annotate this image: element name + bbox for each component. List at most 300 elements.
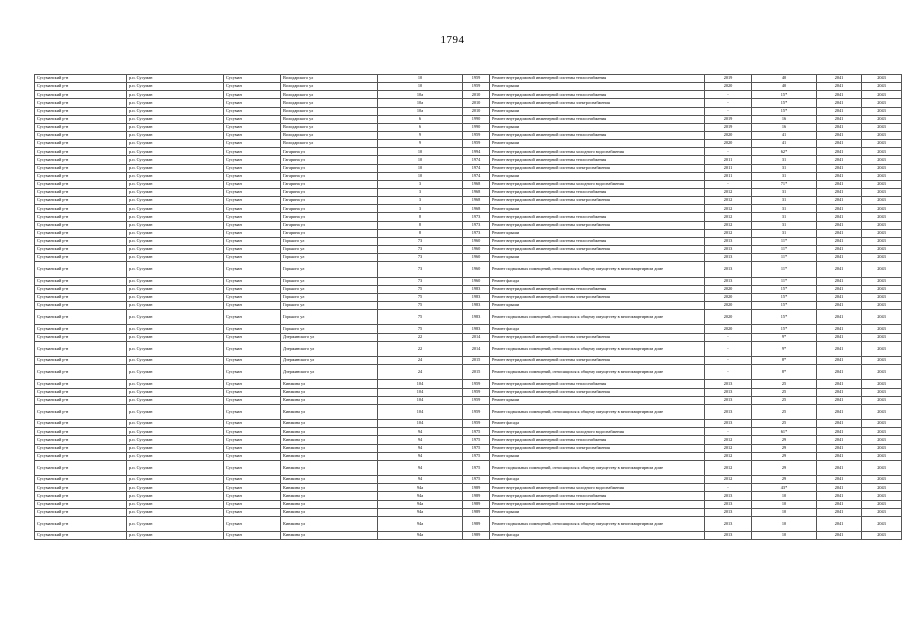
cell-municipality: Сусуман bbox=[224, 436, 281, 444]
cell-house: 9 bbox=[378, 140, 463, 148]
cell-house: 94 bbox=[378, 428, 463, 436]
cell-municipality: Сусуман bbox=[224, 180, 281, 188]
cell-house: 3 bbox=[378, 188, 463, 196]
cell-plan-end: 2043 bbox=[862, 277, 902, 285]
cell-plan-end: 2043 bbox=[862, 229, 902, 237]
cell-district: Сусуманский р-н bbox=[35, 156, 127, 164]
cell-work-type: Ремонт внутридомовой инженерной системы холодного водоснабжения bbox=[490, 180, 705, 188]
cell-year-built: 1989 bbox=[463, 484, 490, 492]
cell-work-type: Ремонт внутридомовой инженерной системы электроснабжения bbox=[490, 99, 705, 107]
cell-service-life: 31 bbox=[752, 205, 817, 213]
cell-house: 6 bbox=[378, 115, 463, 123]
cell-municipality: Сусуман bbox=[224, 532, 281, 540]
cell-plan-end: 2043 bbox=[862, 341, 902, 356]
table-row bbox=[35, 293, 902, 301]
cell-plan-start: 2041 bbox=[817, 213, 862, 221]
cell-district: Сусуманский р-н bbox=[35, 484, 127, 492]
cell-plan-start: 2041 bbox=[817, 164, 862, 172]
cell-street: Горького ул bbox=[281, 237, 378, 245]
cell-last-repair: 2013 bbox=[705, 262, 752, 277]
cell-plan-start: 2041 bbox=[817, 500, 862, 508]
cell-settlement: р.п. Сусуман bbox=[127, 436, 224, 444]
cell-house: 10 bbox=[378, 164, 463, 172]
cell-district: Сусуманский р-н bbox=[35, 140, 127, 148]
cell-plan-end: 2043 bbox=[862, 245, 902, 253]
cell-plan-end: 2043 bbox=[862, 436, 902, 444]
cell-settlement: р.п. Сусуман bbox=[127, 508, 224, 516]
cell-work-type: Ремонт внутридомовой инженерной системы электроснабжения bbox=[490, 164, 705, 172]
cell-work-type: Ремонт внутридомовой инженерной системы электроснабжения bbox=[490, 444, 705, 452]
cell-plan-end: 2043 bbox=[862, 205, 902, 213]
cell-settlement: р.п. Сусуман bbox=[127, 140, 224, 148]
cell-year-built: 1989 bbox=[463, 492, 490, 500]
cell-street: Кинжина ул bbox=[281, 396, 378, 404]
cell-street: Гагарина ул bbox=[281, 229, 378, 237]
cell-work-type: Ремонт крыши bbox=[490, 205, 705, 213]
cell-plan-start: 2041 bbox=[817, 245, 862, 253]
cell-plan-start: 2041 bbox=[817, 444, 862, 452]
cell-plan-start: 2041 bbox=[817, 188, 862, 196]
cell-street: Горького ул bbox=[281, 301, 378, 309]
cell-plan-end: 2043 bbox=[862, 107, 902, 115]
cell-work-type: Ремонт внутридомовой инженерной системы теплоснабжения bbox=[490, 436, 705, 444]
cell-plan-end: 2043 bbox=[862, 310, 902, 325]
cell-plan-start: 2041 bbox=[817, 380, 862, 388]
cell-municipality: Сусуман bbox=[224, 148, 281, 156]
cell-street: Гагарина ул bbox=[281, 197, 378, 205]
cell-year-built: 1990 bbox=[463, 123, 490, 131]
cell-street: Володарского ул bbox=[281, 131, 378, 139]
cell-house: 10а bbox=[378, 99, 463, 107]
cell-plan-end: 2043 bbox=[862, 325, 902, 333]
table-row bbox=[35, 213, 902, 221]
cell-last-repair: 2013 bbox=[705, 516, 752, 531]
cell-plan-start: 2041 bbox=[817, 516, 862, 531]
cell-settlement: р.п. Сусуман bbox=[127, 444, 224, 452]
cell-plan-start: 2041 bbox=[817, 262, 862, 277]
cell-street: Кинжина ул bbox=[281, 532, 378, 540]
cell-year-built: 1975 bbox=[463, 428, 490, 436]
cell-last-repair: - bbox=[705, 428, 752, 436]
cell-district: Сусуманский р-н bbox=[35, 245, 127, 253]
cell-work-type: Ремонт внутридомовой инженерной системы теплоснабжения bbox=[490, 156, 705, 164]
cell-house: 75 bbox=[378, 293, 463, 301]
cell-work-type: Ремонт внутридомовой инженерной системы теплоснабжения bbox=[490, 237, 705, 245]
cell-last-repair: 2013 bbox=[705, 380, 752, 388]
cell-plan-start: 2041 bbox=[817, 205, 862, 213]
cell-work-type: Ремонт внутридомовой инженерной системы холодного водоснабжения bbox=[490, 428, 705, 436]
cell-plan-end: 2043 bbox=[862, 180, 902, 188]
cell-settlement: р.п. Сусуман bbox=[127, 404, 224, 419]
cell-work-type: Ремонт фасада bbox=[490, 325, 705, 333]
cell-settlement: р.п. Сусуман bbox=[127, 245, 224, 253]
cell-settlement: р.п. Сусуман bbox=[127, 99, 224, 107]
cell-settlement: р.п. Сусуман bbox=[127, 164, 224, 172]
cell-year-built: 1959 bbox=[463, 396, 490, 404]
cell-year-built: 1975 bbox=[463, 460, 490, 475]
cell-work-type: Ремонт внутридомовой инженерной системы электроснабжения bbox=[490, 388, 705, 396]
cell-municipality: Сусуман bbox=[224, 365, 281, 380]
cell-district: Сусуманский р-н bbox=[35, 262, 127, 277]
cell-municipality: Сусуман bbox=[224, 221, 281, 229]
cell-municipality: Сусуман bbox=[224, 444, 281, 452]
cell-plan-start: 2041 bbox=[817, 254, 862, 262]
cell-street: Кинжина ул bbox=[281, 436, 378, 444]
cell-plan-end: 2043 bbox=[862, 91, 902, 99]
cell-settlement: р.п. Сусуман bbox=[127, 237, 224, 245]
cell-house: 10 bbox=[378, 172, 463, 180]
cell-street: Володарского ул bbox=[281, 115, 378, 123]
cell-plan-end: 2043 bbox=[862, 444, 902, 452]
cell-year-built: 1983 bbox=[463, 310, 490, 325]
cell-house: 8 bbox=[378, 229, 463, 237]
table-row bbox=[35, 452, 902, 460]
cell-work-type: Ремонт фасада bbox=[490, 476, 705, 484]
cell-house: 75 bbox=[378, 310, 463, 325]
cell-work-type: Ремонт внутридомовой инженерной системы электроснабжения bbox=[490, 221, 705, 229]
cell-work-type: Ремонт крыши bbox=[490, 229, 705, 237]
cell-last-repair: 2019 bbox=[705, 115, 752, 123]
table-row bbox=[35, 333, 902, 341]
cell-work-type: Ремонт крыши bbox=[490, 508, 705, 516]
cell-year-built: 1959 bbox=[463, 404, 490, 419]
table-row bbox=[35, 156, 902, 164]
cell-district: Сусуманский р-н bbox=[35, 476, 127, 484]
cell-plan-start: 2041 bbox=[817, 476, 862, 484]
cell-settlement: р.п. Сусуман bbox=[127, 123, 224, 131]
cell-work-type: Ремонт внутридомовой инженерной системы теплоснабжения bbox=[490, 380, 705, 388]
cell-service-life: 11* bbox=[752, 262, 817, 277]
cell-work-type: Ремонт внутридомовой инженерной системы теплоснабжения bbox=[490, 115, 705, 123]
cell-district: Сусуманский р-н bbox=[35, 83, 127, 91]
cell-district: Сусуманский р-н bbox=[35, 205, 127, 213]
cell-district: Сусуманский р-н bbox=[35, 123, 127, 131]
cell-last-repair: 2012 bbox=[705, 213, 752, 221]
cell-work-type: Ремонт фасада bbox=[490, 277, 705, 285]
cell-work-type: Ремонт подвальных помещений, относящихся к общему имуществу в многоквартирном доме bbox=[490, 262, 705, 277]
cell-district: Сусуманский р-н bbox=[35, 396, 127, 404]
cell-plan-end: 2043 bbox=[862, 388, 902, 396]
cell-district: Сусуманский р-н bbox=[35, 380, 127, 388]
cell-plan-end: 2043 bbox=[862, 484, 902, 492]
cell-last-repair: 2013 bbox=[705, 245, 752, 253]
cell-district: Сусуманский р-н bbox=[35, 325, 127, 333]
cell-service-life: 25 bbox=[752, 420, 817, 428]
cell-year-built: 1968 bbox=[463, 205, 490, 213]
table-row bbox=[35, 508, 902, 516]
cell-street: Кинжина ул bbox=[281, 404, 378, 419]
cell-plan-end: 2043 bbox=[862, 75, 902, 83]
cell-plan-start: 2041 bbox=[817, 156, 862, 164]
cell-year-built: 1973 bbox=[463, 213, 490, 221]
cell-district: Сусуманский р-н bbox=[35, 516, 127, 531]
cell-service-life: 10 bbox=[752, 500, 817, 508]
cell-last-repair: 2012 bbox=[705, 444, 752, 452]
cell-plan-end: 2043 bbox=[862, 301, 902, 309]
cell-plan-start: 2041 bbox=[817, 460, 862, 475]
cell-settlement: р.п. Сусуман bbox=[127, 452, 224, 460]
cell-settlement: р.п. Сусуман bbox=[127, 428, 224, 436]
cell-district: Сусуманский р-н bbox=[35, 107, 127, 115]
cell-plan-start: 2041 bbox=[817, 365, 862, 380]
cell-service-life: 10 bbox=[752, 492, 817, 500]
cell-work-type: Ремонт внутридомовой инженерной системы теплоснабжения bbox=[490, 75, 705, 83]
cell-last-repair: 2013 bbox=[705, 532, 752, 540]
cell-year-built: 1959 bbox=[463, 140, 490, 148]
cell-service-life: 11* bbox=[752, 277, 817, 285]
cell-work-type: Ремонт внутридомовой инженерной системы теплоснабжения bbox=[490, 285, 705, 293]
cell-house: 94а bbox=[378, 484, 463, 492]
cell-service-life: 15* bbox=[752, 301, 817, 309]
cell-house: 94а bbox=[378, 500, 463, 508]
cell-house: 75 bbox=[378, 285, 463, 293]
cell-municipality: Сусуман bbox=[224, 83, 281, 91]
cell-district: Сусуманский р-н bbox=[35, 404, 127, 419]
cell-year-built: 1989 bbox=[463, 500, 490, 508]
cell-service-life: 29 bbox=[752, 452, 817, 460]
cell-settlement: р.п. Сусуман bbox=[127, 180, 224, 188]
cell-plan-end: 2043 bbox=[862, 115, 902, 123]
cell-house: 104 bbox=[378, 404, 463, 419]
cell-street: Горького ул bbox=[281, 285, 378, 293]
cell-plan-end: 2043 bbox=[862, 365, 902, 380]
table-row bbox=[35, 310, 902, 325]
cell-year-built: 2014 bbox=[463, 333, 490, 341]
cell-service-life: 11* bbox=[752, 237, 817, 245]
table-row bbox=[35, 277, 902, 285]
table-row bbox=[35, 301, 902, 309]
table-row bbox=[35, 341, 902, 356]
table-row bbox=[35, 380, 902, 388]
cell-work-type: Ремонт внутридомовой инженерной системы электроснабжения bbox=[490, 197, 705, 205]
cell-last-repair: - bbox=[705, 107, 752, 115]
cell-last-repair: 2020 bbox=[705, 293, 752, 301]
cell-settlement: р.п. Сусуман bbox=[127, 325, 224, 333]
cell-settlement: р.п. Сусуман bbox=[127, 285, 224, 293]
cell-year-built: 1959 bbox=[463, 420, 490, 428]
cell-municipality: Сусуман bbox=[224, 99, 281, 107]
cell-settlement: р.п. Сусуман bbox=[127, 356, 224, 364]
cell-year-built: 1989 bbox=[463, 508, 490, 516]
table-row bbox=[35, 436, 902, 444]
cell-work-type: Ремонт крыши bbox=[490, 254, 705, 262]
cell-last-repair: 2020 bbox=[705, 310, 752, 325]
cell-last-repair: 2013 bbox=[705, 500, 752, 508]
cell-municipality: Сусуман bbox=[224, 115, 281, 123]
cell-plan-start: 2041 bbox=[817, 91, 862, 99]
cell-district: Сусуманский р-н bbox=[35, 428, 127, 436]
cell-service-life: 15* bbox=[752, 325, 817, 333]
cell-service-life: 29 bbox=[752, 476, 817, 484]
cell-plan-start: 2041 bbox=[817, 452, 862, 460]
cell-work-type: Ремонт крыши bbox=[490, 83, 705, 91]
cell-service-life: 31 bbox=[752, 164, 817, 172]
table-row bbox=[35, 164, 902, 172]
cell-work-type: Ремонт подвальных помещений, относящихся к общему имуществу в многоквартирном доме bbox=[490, 516, 705, 531]
cell-work-type: Ремонт крыши bbox=[490, 123, 705, 131]
cell-plan-start: 2041 bbox=[817, 420, 862, 428]
table-row bbox=[35, 492, 902, 500]
cell-house: 73 bbox=[378, 262, 463, 277]
cell-plan-start: 2041 bbox=[817, 75, 862, 83]
cell-plan-start: 2041 bbox=[817, 285, 862, 293]
cell-plan-start: 2041 bbox=[817, 310, 862, 325]
cell-year-built: 1983 bbox=[463, 293, 490, 301]
cell-settlement: р.п. Сусуман bbox=[127, 172, 224, 180]
cell-plan-start: 2041 bbox=[817, 221, 862, 229]
cell-plan-start: 2041 bbox=[817, 277, 862, 285]
cell-plan-end: 2043 bbox=[862, 237, 902, 245]
cell-house: 3 bbox=[378, 180, 463, 188]
cell-street: Кинжина ул bbox=[281, 452, 378, 460]
cell-year-built: 1960 bbox=[463, 277, 490, 285]
cell-street: Гагарина ул bbox=[281, 180, 378, 188]
cell-district: Сусуманский р-н bbox=[35, 254, 127, 262]
cell-work-type: Ремонт внутридомовой инженерной системы теплоснабжения bbox=[490, 188, 705, 196]
cell-year-built: 1973 bbox=[463, 221, 490, 229]
cell-work-type: Ремонт внутридомовой инженерной системы холодного водоснабжения bbox=[490, 148, 705, 156]
cell-service-life: 15* bbox=[752, 285, 817, 293]
cell-district: Сусуманский р-н bbox=[35, 285, 127, 293]
cell-work-type: Ремонт подвальных помещений, относящихся к общему имуществу в многоквартирном доме bbox=[490, 404, 705, 419]
cell-municipality: Сусуман bbox=[224, 452, 281, 460]
table-row bbox=[35, 140, 902, 148]
cell-service-life: 41 bbox=[752, 131, 817, 139]
cell-municipality: Сусуман bbox=[224, 262, 281, 277]
cell-plan-start: 2041 bbox=[817, 107, 862, 115]
table-row bbox=[35, 205, 902, 213]
cell-plan-end: 2043 bbox=[862, 293, 902, 301]
cell-year-built: 1960 bbox=[463, 254, 490, 262]
cell-municipality: Сусуман bbox=[224, 325, 281, 333]
cell-year-built: 1989 bbox=[463, 532, 490, 540]
cell-plan-start: 2041 bbox=[817, 123, 862, 131]
cell-settlement: р.п. Сусуман bbox=[127, 107, 224, 115]
cell-district: Сусуманский р-н bbox=[35, 131, 127, 139]
cell-plan-end: 2043 bbox=[862, 99, 902, 107]
cell-plan-start: 2041 bbox=[817, 356, 862, 364]
cell-last-repair: 2020 bbox=[705, 140, 752, 148]
cell-plan-start: 2041 bbox=[817, 229, 862, 237]
cell-street: Кинжина ул bbox=[281, 380, 378, 388]
cell-plan-end: 2043 bbox=[862, 83, 902, 91]
cell-work-type: Ремонт подвальных помещений, относящихся к общему имуществу в многоквартирном доме bbox=[490, 365, 705, 380]
cell-plan-end: 2043 bbox=[862, 148, 902, 156]
cell-service-life: 31 bbox=[752, 156, 817, 164]
cell-plan-end: 2043 bbox=[862, 420, 902, 428]
cell-district: Сусуманский р-н bbox=[35, 164, 127, 172]
cell-street: Володарского ул bbox=[281, 75, 378, 83]
cell-work-type: Ремонт крыши bbox=[490, 107, 705, 115]
cell-year-built: 2010 bbox=[463, 99, 490, 107]
cell-settlement: р.п. Сусуман bbox=[127, 213, 224, 221]
table-row bbox=[35, 516, 902, 531]
cell-district: Сусуманский р-н bbox=[35, 365, 127, 380]
cell-plan-start: 2041 bbox=[817, 333, 862, 341]
cell-street: Гагарина ул bbox=[281, 221, 378, 229]
cell-municipality: Сусуман bbox=[224, 285, 281, 293]
cell-street: Гагарина ул bbox=[281, 213, 378, 221]
cell-work-type: Ремонт подвальных помещений, относящихся к общему имуществу в многоквартирном доме bbox=[490, 460, 705, 475]
cell-year-built: 1959 bbox=[463, 380, 490, 388]
cell-plan-end: 2043 bbox=[862, 476, 902, 484]
cell-last-repair: 2013 bbox=[705, 508, 752, 516]
cell-plan-end: 2043 bbox=[862, 460, 902, 475]
cell-house: 94а bbox=[378, 508, 463, 516]
cell-service-life: 10 bbox=[752, 508, 817, 516]
cell-municipality: Сусуман bbox=[224, 356, 281, 364]
cell-street: Горького ул bbox=[281, 277, 378, 285]
cell-work-type: Ремонт внутридомовой инженерной системы теплоснабжения bbox=[490, 213, 705, 221]
cell-street: Кинжина ул bbox=[281, 428, 378, 436]
cell-district: Сусуманский р-н bbox=[35, 492, 127, 500]
cell-settlement: р.п. Сусуман bbox=[127, 301, 224, 309]
table-row bbox=[35, 262, 902, 277]
cell-plan-start: 2041 bbox=[817, 172, 862, 180]
cell-year-built: 1983 bbox=[463, 301, 490, 309]
cell-district: Сусуманский р-н bbox=[35, 452, 127, 460]
cell-plan-start: 2041 bbox=[817, 148, 862, 156]
cell-district: Сусуманский р-н bbox=[35, 115, 127, 123]
cell-year-built: 2014 bbox=[463, 341, 490, 356]
cell-year-built: 1983 bbox=[463, 285, 490, 293]
cell-last-repair: 2013 bbox=[705, 404, 752, 419]
cell-plan-start: 2041 bbox=[817, 396, 862, 404]
cell-municipality: Сусуман bbox=[224, 229, 281, 237]
table-row bbox=[35, 131, 902, 139]
table-row bbox=[35, 148, 902, 156]
cell-plan-start: 2041 bbox=[817, 508, 862, 516]
cell-street: Кинжина ул bbox=[281, 500, 378, 508]
cell-street: Дзержинского ул bbox=[281, 341, 378, 356]
cell-municipality: Сусуман bbox=[224, 156, 281, 164]
cell-district: Сусуманский р-н bbox=[35, 293, 127, 301]
table-row bbox=[35, 365, 902, 380]
cell-house: 104 bbox=[378, 396, 463, 404]
cell-plan-end: 2043 bbox=[862, 156, 902, 164]
cell-year-built: 1974 bbox=[463, 156, 490, 164]
cell-work-type: Ремонт крыши bbox=[490, 301, 705, 309]
cell-street: Гагарина ул bbox=[281, 156, 378, 164]
cell-street: Дзержинского ул bbox=[281, 365, 378, 380]
cell-last-repair: 2013 bbox=[705, 254, 752, 262]
cell-district: Сусуманский р-н bbox=[35, 91, 127, 99]
cell-settlement: р.п. Сусуман bbox=[127, 388, 224, 396]
cell-house: 22 bbox=[378, 341, 463, 356]
table-row bbox=[35, 115, 902, 123]
cell-plan-end: 2043 bbox=[862, 197, 902, 205]
cell-house: 94а bbox=[378, 492, 463, 500]
cell-municipality: Сусуман bbox=[224, 476, 281, 484]
cell-plan-start: 2041 bbox=[817, 301, 862, 309]
cell-plan-start: 2041 bbox=[817, 325, 862, 333]
cell-last-repair: 2012 bbox=[705, 452, 752, 460]
cell-plan-end: 2043 bbox=[862, 492, 902, 500]
cell-settlement: р.п. Сусуман bbox=[127, 197, 224, 205]
table-row bbox=[35, 172, 902, 180]
cell-settlement: р.п. Сусуман bbox=[127, 115, 224, 123]
table-row bbox=[35, 197, 902, 205]
cell-service-life: 31 bbox=[752, 172, 817, 180]
cell-district: Сусуманский р-н bbox=[35, 213, 127, 221]
cell-year-built: 1960 bbox=[463, 237, 490, 245]
cell-district: Сусуманский р-н bbox=[35, 99, 127, 107]
cell-service-life: 43* bbox=[752, 484, 817, 492]
cell-municipality: Сусуман bbox=[224, 333, 281, 341]
cell-house: 73 bbox=[378, 277, 463, 285]
cell-municipality: Сусуман bbox=[224, 500, 281, 508]
cell-district: Сусуманский р-н bbox=[35, 341, 127, 356]
